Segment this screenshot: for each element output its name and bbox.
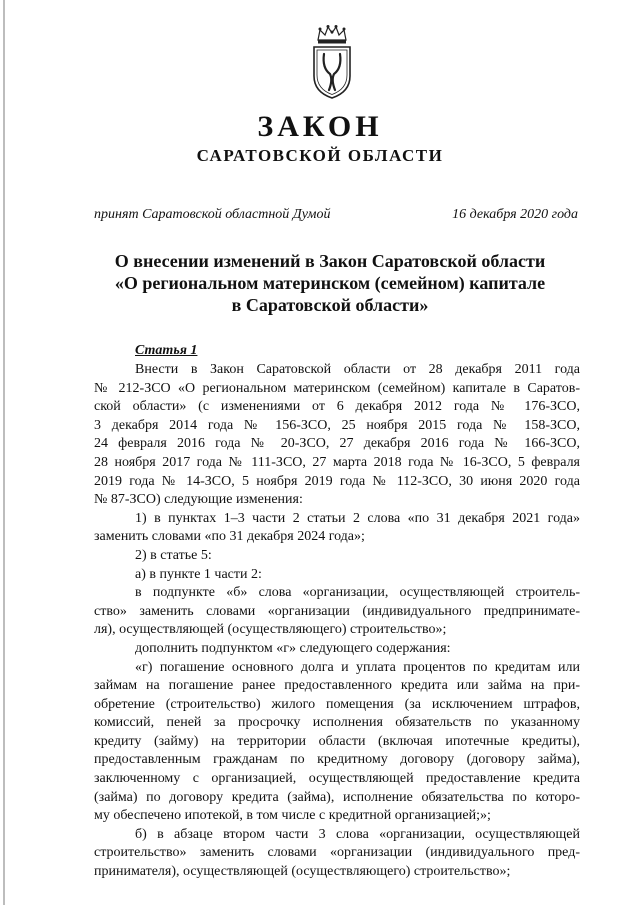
adoption-date: 16 декабря 2020 года xyxy=(452,207,578,222)
body-line: строительство» заменить словами «организации (индивидуального пред- xyxy=(94,845,580,861)
body-line: 1) в пунктах 1–3 части 2 статьи 2 слова «по 31 декабря 2021 года» xyxy=(135,510,580,526)
body-line: заменить словами «по 31 декабря 2024 года»; xyxy=(94,529,365,545)
body-line: ство» заменить словами «организации (индивидуального предпринимате- xyxy=(94,603,580,619)
body-line: комиссий, пеней за просрочку исполнения обязательств по указанному xyxy=(94,715,580,731)
body-line: займам на погашение ранее предоставленного кредита или займа на при- xyxy=(94,678,580,694)
body-line: обретение (строительство) жилого помещения (за исключением штрафов, xyxy=(94,696,580,712)
body-line: 24 февраля 2016 года № 20-ЗСО, 27 декабря 2016 года № 166-ЗСО, xyxy=(94,436,580,452)
law-title-line: в Саратовской области» xyxy=(231,295,429,315)
law-title-line: О внесении изменений в Закон Саратовской области xyxy=(114,251,546,271)
body-line: 3 декабря 2014 года № 156-ЗСО, 25 ноября 2015 года № 158-ЗСО, xyxy=(94,417,580,433)
body-line: му обеспечено ипотекой, в том числе с кредитной организацией;»; xyxy=(94,808,491,824)
body-line: 28 ноября 2017 года № 111-ЗСО, 27 марта 2018 года № 16-ЗСО, 5 февраля xyxy=(94,454,580,470)
body-line: принимателя), осуществляющей (осуществляющего) строительство»; xyxy=(94,864,511,880)
law-title-line: «О региональном материнском (семейном) капитале xyxy=(114,273,546,293)
body-line: заключенному с организацией, осуществляющей предоставление кредита xyxy=(94,771,580,787)
body-line: 2) в статье 5: xyxy=(135,547,212,563)
article-heading: Статья 1 xyxy=(135,343,198,358)
body-line: 2019 года № 14-ЗСО, 5 ноября 2019 года № 112-ЗСО, 30 июня 2020 года xyxy=(94,473,580,489)
body-line: № 87-ЗСО) следующие изменения: xyxy=(94,492,303,508)
body-line: ской области» (с изменениями от 6 декабря 2012 года № 176-ЗСО, xyxy=(94,399,580,415)
body-line: «г) погашение основного долга и уплата процентов по кредитам или xyxy=(135,659,580,675)
body-line: а) в пункте 1 части 2: xyxy=(135,566,262,582)
body-line: в подпункте «б» слова «организации, осуществляющей строитель- xyxy=(135,585,580,601)
body-line: (займа) по договору кредита (займа), исполнение обязательства по которо- xyxy=(94,789,580,805)
document-subtitle: САРАТОВСКОЙ ОБЛАСТИ xyxy=(196,146,444,165)
body-line: дополнить подпунктом «г» следующего содержания: xyxy=(135,640,451,656)
body-line: предоставленным гражданам по кредитному договору (договору займа), xyxy=(94,752,580,768)
body-line: кредиту (займу) на территории области (включая ипотечные кредиты), xyxy=(94,733,580,749)
body-line: Внести в Закон Саратовской области от 28 декабря 2011 года xyxy=(135,362,580,377)
body-line: № 212-ЗСО «О региональном материнском (семейном) капитале в Саратов- xyxy=(94,380,580,396)
article-body xyxy=(94,361,580,882)
document-title: ЗАКОН xyxy=(257,110,383,143)
body-line: б) в абзаце втором части 3 слова «организации, осуществляющей xyxy=(135,826,580,842)
law-title xyxy=(80,250,580,316)
coat-of-arms-icon xyxy=(310,24,354,100)
body-line: ля), осуществляющей (осуществляющего) строительство»; xyxy=(94,622,447,638)
adopted-by: принят Саратовской областной Думой xyxy=(94,207,331,222)
